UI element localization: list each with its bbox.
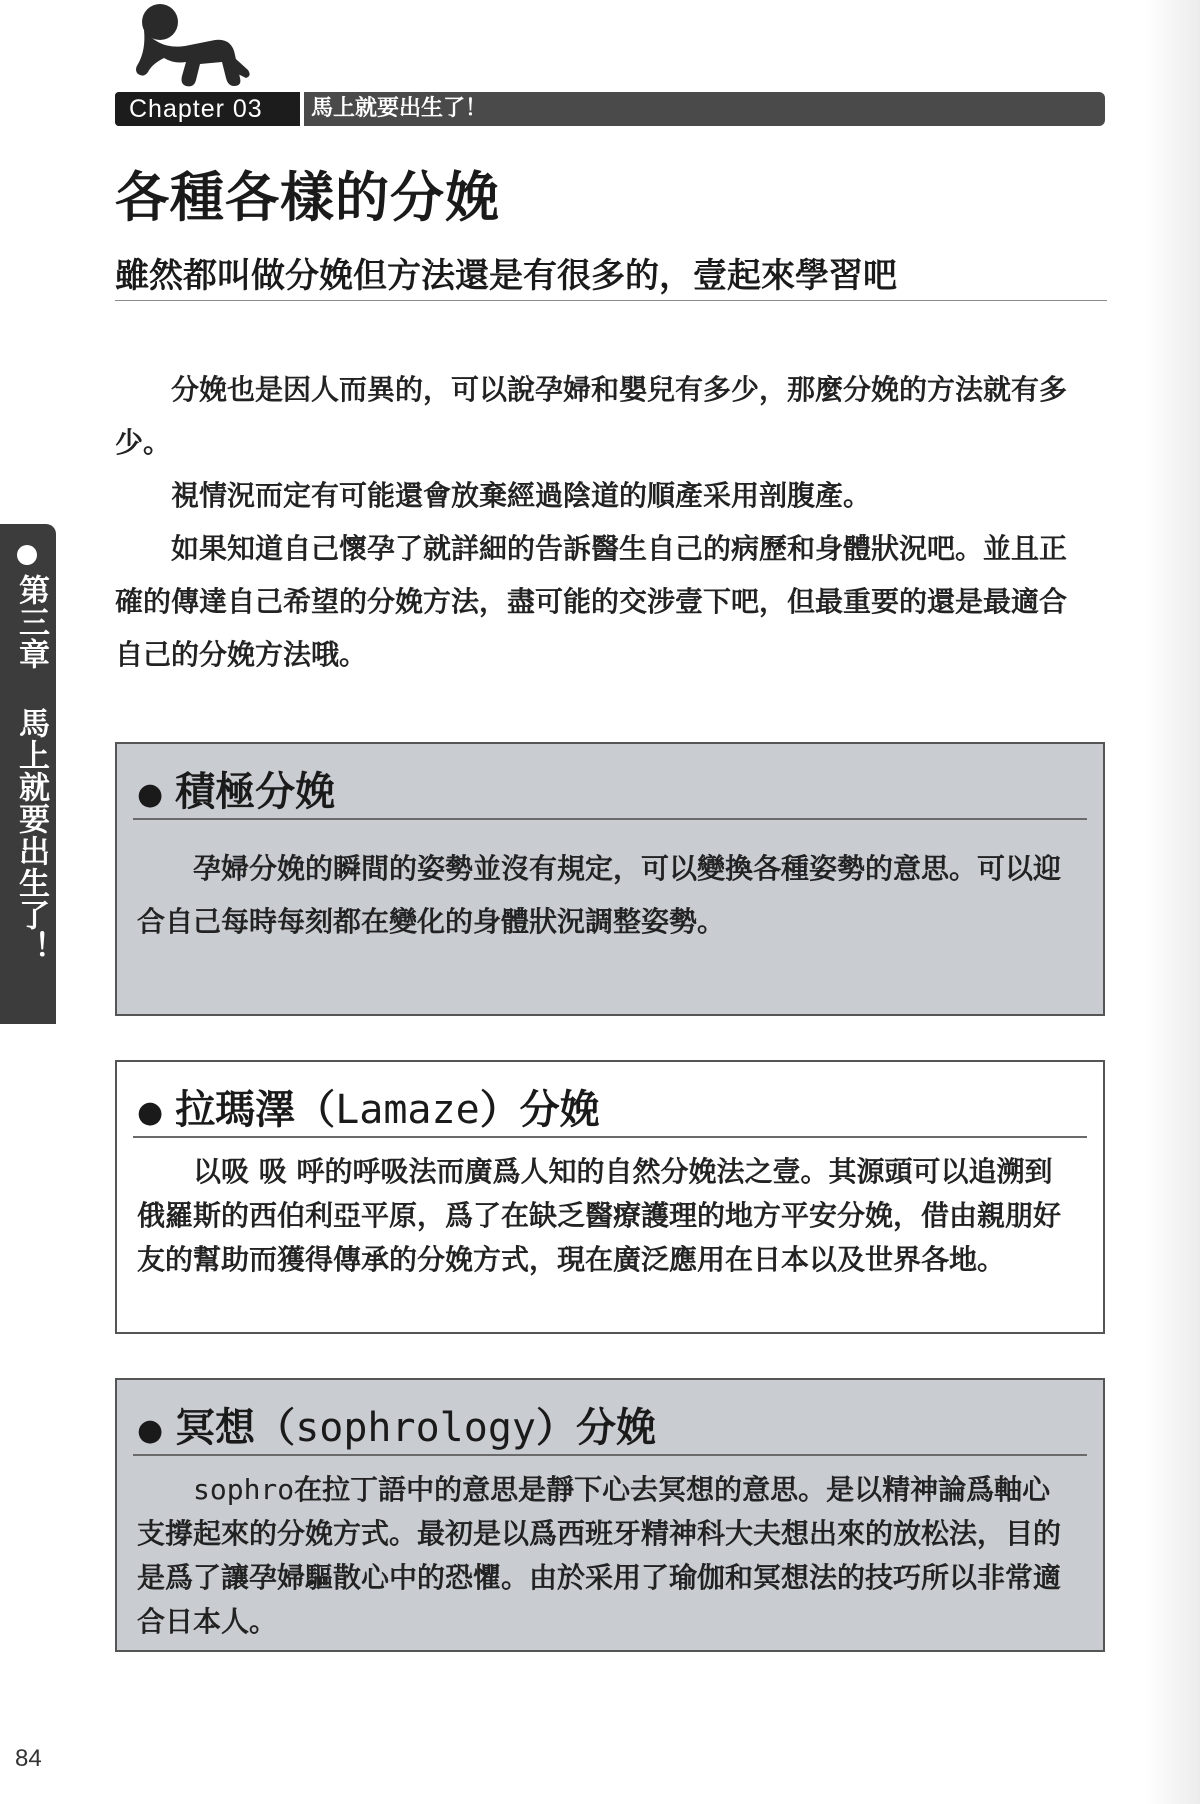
page-number: 84: [15, 1745, 42, 1772]
box-heading-suffix: ）分娩: [479, 1087, 600, 1133]
box-divider: [133, 818, 1087, 820]
box-heading-prefix: 拉瑪澤（: [175, 1087, 336, 1133]
box-heading-text: 積極分娩: [175, 769, 336, 815]
box-heading: [137, 760, 335, 817]
box-divider: [133, 1136, 1087, 1138]
box-body-text: 以吸 吸 呼的呼吸法而廣爲人知的自然分娩法之壹。其源頭可以追溯到俄羅斯的西伯利亞平原，爲了在缺乏醫療護理的地方平安分娩，借由親朋好友的幫助而獲得傳承的分娩方式，現在廣泛應用在日本以及世界各地。: [137, 1155, 1062, 1276]
box-heading-suffix: ）分娩: [536, 1405, 657, 1451]
intro-paragraph: 如果知道自己懷孕了就詳細的告訴醫生自己的病歷和身體狀況吧。並且正確的傳達自己希望的分娩方法，盡可能的交涉壹下吧，但最重要的還是最適合自己的分娩方法哦。: [115, 532, 1068, 671]
crawling-baby-icon: [130, 0, 250, 92]
page-subtitle: 雖然都叫做分娩但方法還是有很多的，壹起來學習吧: [115, 256, 897, 296]
bullet-dot-icon: ●: [137, 776, 164, 812]
bullet-dot-icon: ●: [137, 1412, 164, 1448]
box-body-latin: sophro: [193, 1473, 295, 1506]
title-divider: [115, 300, 1107, 301]
box-body: [137, 842, 1063, 948]
sophrology-birth-box: [115, 1378, 1105, 1652]
chapter-number-label: Chapter 03: [115, 92, 300, 126]
box-body-text: 在拉丁語中的意思是靜下心去冥想的意思。是以精神論爲軸心支撐起來的分娩方式。最初是以爲西班牙精神科大夫想出來的放松法，目的是爲了讓孕婦驅散心中的恐懼。由於采用了瑜伽和冥想法的技巧所以非常適合日本人。: [137, 1473, 1062, 1638]
page-title: 各種各樣的分娩: [115, 166, 500, 229]
bullet-dot-icon: ●: [137, 1094, 164, 1130]
intro-paragraph: 分娩也是因人而異的，可以說孕婦和嬰兒有多少，那麼分娩的方法就有多少。: [115, 373, 1068, 459]
box-divider: [133, 1454, 1087, 1456]
box-heading: [137, 1078, 600, 1135]
box-heading-latin: Lamaze: [335, 1087, 480, 1133]
chapter-separator: [300, 92, 304, 126]
side-tab-label: 第三章 馬上就要出生了！: [13, 574, 49, 963]
chapter-header-bar: [115, 92, 1105, 126]
active-birth-box: [115, 742, 1105, 1016]
intro-paragraph: 視情況而定有可能還會放棄經過陰道的順產采用剖腹產。: [171, 479, 872, 512]
box-body: [137, 1468, 1063, 1644]
side-tab-corner: [0, 976, 56, 1024]
chapter-title: 馬上就要出生了！: [311, 96, 488, 121]
box-body-text: 孕婦分娩的瞬間的姿勢並沒有規定，可以變換各種姿勢的意思。可以迎合自己每時每刻都在變化的身體狀況調整姿勢。: [137, 852, 1062, 938]
box-heading-prefix: 冥想（: [175, 1405, 296, 1451]
lamaze-birth-box: [115, 1060, 1105, 1334]
box-body: [137, 1150, 1063, 1282]
side-tab-dot-icon: [17, 545, 37, 565]
page-edge-shadow: [1145, 0, 1200, 1804]
intro-text: [115, 363, 1090, 681]
box-heading: [137, 1396, 656, 1453]
box-heading-latin: sophrology: [295, 1405, 537, 1451]
